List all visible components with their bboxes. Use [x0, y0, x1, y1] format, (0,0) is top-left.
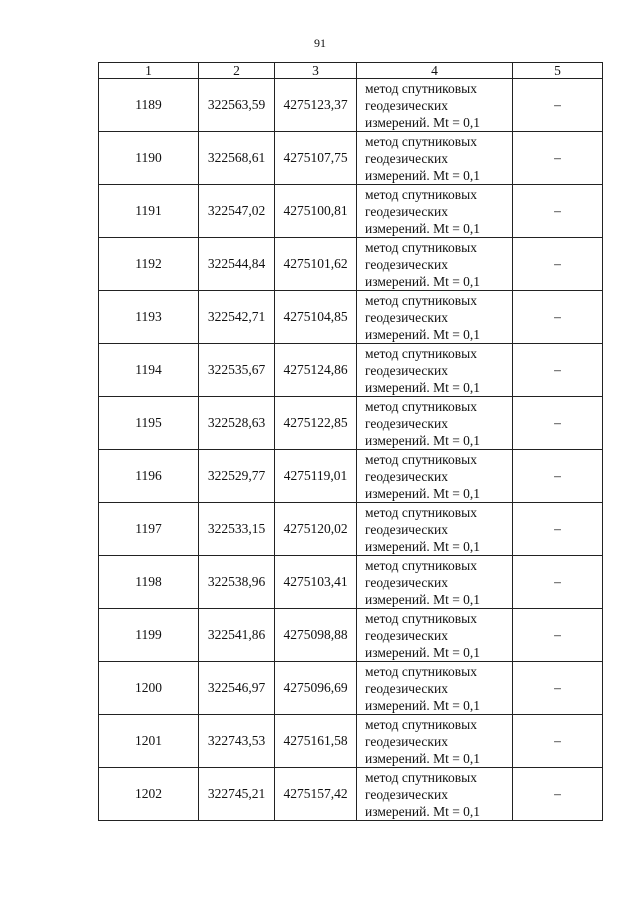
- y-coordinate-cell: 4275101,62: [275, 238, 357, 291]
- method-cell: [357, 715, 513, 768]
- method-line: измерений. Mt = 0,1: [365, 379, 481, 395]
- method-line: геодезических: [365, 574, 448, 590]
- method-line: метод спутниковых: [365, 133, 477, 149]
- table-row: [99, 79, 603, 132]
- method-line: измерений. Mt = 0,1: [365, 273, 481, 289]
- header-col-4: 4: [357, 63, 513, 79]
- x-coordinate-cell: 322743,53: [199, 715, 275, 768]
- method-line: метод спутниковых: [365, 80, 477, 96]
- method-line: геодезических: [365, 150, 448, 166]
- table-row: [99, 609, 603, 662]
- point-number-cell: 1199: [99, 609, 199, 662]
- note-cell: –: [513, 291, 603, 344]
- method-cell: [357, 291, 513, 344]
- y-coordinate-cell: 4275100,81: [275, 185, 357, 238]
- y-coordinate-cell: 4275122,85: [275, 397, 357, 450]
- x-coordinate-cell: 322529,77: [199, 450, 275, 503]
- x-coordinate-cell: 322563,59: [199, 79, 275, 132]
- point-number-cell: 1198: [99, 556, 199, 609]
- x-coordinate-cell: 322528,63: [199, 397, 275, 450]
- method-line: измерений. Mt = 0,1: [365, 432, 481, 448]
- method-line: измерений. Mt = 0,1: [365, 803, 481, 819]
- method-line: геодезических: [365, 680, 448, 696]
- method-line: метод спутниковых: [365, 610, 477, 626]
- method-line: метод спутниковых: [365, 292, 477, 308]
- table-row: [99, 715, 603, 768]
- point-number-cell: 1200: [99, 662, 199, 715]
- y-coordinate-cell: 4275157,42: [275, 768, 357, 821]
- point-number-cell: 1191: [99, 185, 199, 238]
- note-cell: –: [513, 556, 603, 609]
- point-number-cell: 1192: [99, 238, 199, 291]
- table-body: [99, 79, 603, 821]
- table-row: [99, 344, 603, 397]
- method-line: измерений. Mt = 0,1: [365, 114, 481, 130]
- method-cell: [357, 132, 513, 185]
- method-line: метод спутниковых: [365, 769, 477, 785]
- table-row: [99, 185, 603, 238]
- x-coordinate-cell: 322542,71: [199, 291, 275, 344]
- table-row: [99, 662, 603, 715]
- method-cell: [357, 79, 513, 132]
- note-cell: –: [513, 768, 603, 821]
- method-line: измерений. Mt = 0,1: [365, 326, 481, 342]
- table-row: [99, 768, 603, 821]
- header-col-2: 2: [199, 63, 275, 79]
- method-line: геодезических: [365, 362, 448, 378]
- point-number-cell: 1196: [99, 450, 199, 503]
- method-line: измерений. Mt = 0,1: [365, 644, 481, 660]
- method-line: геодезических: [365, 97, 448, 113]
- y-coordinate-cell: 4275161,58: [275, 715, 357, 768]
- method-cell: [357, 238, 513, 291]
- header-col-1: 1: [99, 63, 199, 79]
- method-cell: [357, 556, 513, 609]
- method-cell: [357, 185, 513, 238]
- method-cell: [357, 344, 513, 397]
- method-cell: [357, 397, 513, 450]
- method-line: геодезических: [365, 733, 448, 749]
- header-col-5: 5: [513, 63, 603, 79]
- method-line: измерений. Mt = 0,1: [365, 697, 481, 713]
- y-coordinate-cell: 4275103,41: [275, 556, 357, 609]
- table-header: [99, 63, 603, 79]
- method-line: метод спутниковых: [365, 451, 477, 467]
- point-number-cell: 1201: [99, 715, 199, 768]
- method-line: метод спутниковых: [365, 663, 477, 679]
- table-row: [99, 503, 603, 556]
- x-coordinate-cell: 322538,96: [199, 556, 275, 609]
- method-line: геодезических: [365, 521, 448, 537]
- point-number-cell: 1202: [99, 768, 199, 821]
- method-cell: [357, 503, 513, 556]
- note-cell: –: [513, 397, 603, 450]
- method-line: геодезических: [365, 786, 448, 802]
- table-row: [99, 132, 603, 185]
- method-line: геодезических: [365, 309, 448, 325]
- method-cell: [357, 662, 513, 715]
- x-coordinate-cell: 322547,02: [199, 185, 275, 238]
- y-coordinate-cell: 4275104,85: [275, 291, 357, 344]
- note-cell: –: [513, 662, 603, 715]
- method-line: измерений. Mt = 0,1: [365, 485, 481, 501]
- method-line: измерений. Mt = 0,1: [365, 750, 481, 766]
- method-line: метод спутниковых: [365, 186, 477, 202]
- y-coordinate-cell: 4275098,88: [275, 609, 357, 662]
- x-coordinate-cell: 322745,21: [199, 768, 275, 821]
- method-line: метод спутниковых: [365, 716, 477, 732]
- method-line: метод спутниковых: [365, 345, 477, 361]
- method-line: метод спутниковых: [365, 504, 477, 520]
- method-line: измерений. Mt = 0,1: [365, 167, 481, 183]
- method-line: геодезических: [365, 256, 448, 272]
- table-row: [99, 397, 603, 450]
- point-number-cell: 1194: [99, 344, 199, 397]
- y-coordinate-cell: 4275124,86: [275, 344, 357, 397]
- table-row: [99, 556, 603, 609]
- note-cell: –: [513, 344, 603, 397]
- y-coordinate-cell: 4275120,02: [275, 503, 357, 556]
- page-number: 91: [314, 36, 326, 50]
- x-coordinate-cell: 322568,61: [199, 132, 275, 185]
- table-row: [99, 291, 603, 344]
- note-cell: –: [513, 238, 603, 291]
- x-coordinate-cell: 322546,97: [199, 662, 275, 715]
- method-line: геодезических: [365, 203, 448, 219]
- point-number-cell: 1197: [99, 503, 199, 556]
- note-cell: –: [513, 185, 603, 238]
- x-coordinate-cell: 322535,67: [199, 344, 275, 397]
- x-coordinate-cell: 322533,15: [199, 503, 275, 556]
- coordinates-table: [98, 62, 603, 821]
- table-row: [99, 450, 603, 503]
- method-cell: [357, 450, 513, 503]
- y-coordinate-cell: 4275123,37: [275, 79, 357, 132]
- method-line: метод спутниковых: [365, 557, 477, 573]
- x-coordinate-cell: 322544,84: [199, 238, 275, 291]
- method-line: метод спутниковых: [365, 398, 477, 414]
- method-line: метод спутниковых: [365, 239, 477, 255]
- table-row: [99, 238, 603, 291]
- note-cell: –: [513, 132, 603, 185]
- point-number-cell: 1193: [99, 291, 199, 344]
- point-number-cell: 1195: [99, 397, 199, 450]
- y-coordinate-cell: 4275107,75: [275, 132, 357, 185]
- note-cell: –: [513, 79, 603, 132]
- method-line: геодезических: [365, 468, 448, 484]
- note-cell: –: [513, 609, 603, 662]
- method-line: геодезических: [365, 627, 448, 643]
- note-cell: –: [513, 503, 603, 556]
- note-cell: –: [513, 715, 603, 768]
- point-number-cell: 1190: [99, 132, 199, 185]
- method-line: измерений. Mt = 0,1: [365, 220, 481, 236]
- method-line: измерений. Mt = 0,1: [365, 538, 481, 554]
- method-line: измерений. Mt = 0,1: [365, 591, 481, 607]
- header-col-3: 3: [275, 63, 357, 79]
- header-row: [99, 63, 603, 79]
- y-coordinate-cell: 4275119,01: [275, 450, 357, 503]
- note-cell: –: [513, 450, 603, 503]
- point-number-cell: 1189: [99, 79, 199, 132]
- method-cell: [357, 768, 513, 821]
- method-line: геодезических: [365, 415, 448, 431]
- y-coordinate-cell: 4275096,69: [275, 662, 357, 715]
- method-cell: [357, 609, 513, 662]
- x-coordinate-cell: 322541,86: [199, 609, 275, 662]
